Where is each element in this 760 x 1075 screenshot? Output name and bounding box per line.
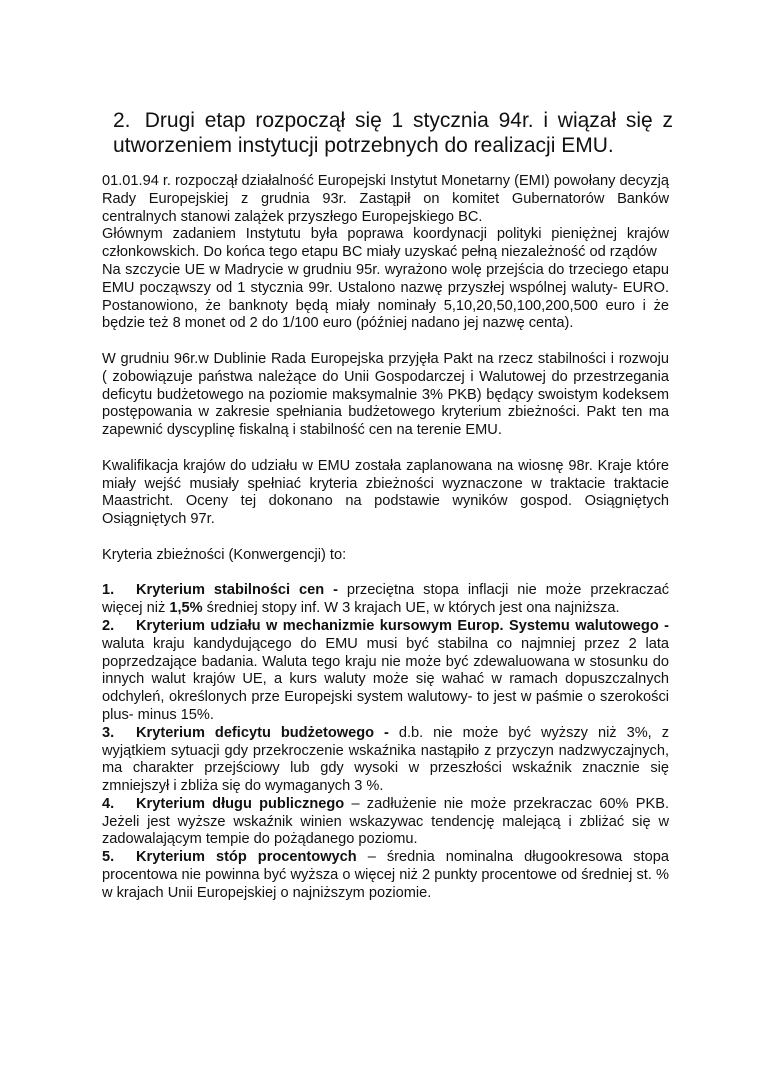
criterion-highlight: 1,5%: [169, 600, 203, 617]
criterion-title: Kryterium deficytu budżetowego -: [136, 724, 389, 741]
paragraph-institute-task: Głównym zadaniem Instytutu była poprawa koordynacji polityki pieniężnej krajów członkowskich. Do końca tego etapu BC miały uzyskać pełną niezależność od rządów: [102, 226, 669, 261]
document-body: [102, 173, 669, 903]
criterion-text: – średnia nominalna długookresowa stopa procentowa nie powinna być wyższa o więcej niż 2 punkty procentowe od średniej st. % w krajach Unii Europejskiej o najniższym poziomie.: [102, 849, 669, 901]
paragraph-madrid-summit: Na szczycie UE w Madrycie w grudniu 95r. wyrażono wolę przejścia do trzeciego etapu EMU począwszy od 1 stycznia 99r. Ustalono nazwę przyszłej wspólnej waluty- EURO. Postanowiono, że banknoty będą miały nominały 5,10,20,50,100,200,500 euro i że będzie też 8 monet od 2 do 1/100 euro (później nadano jej nazwę centa).: [102, 261, 669, 332]
criterion-item: [102, 725, 669, 796]
criterion-title: Kryterium stóp procentowych: [136, 849, 357, 866]
criterion-title: Kryterium stabilności cen -: [136, 582, 338, 599]
criterion-text: przeciętna stopa inflacji nie może przekraczać więcej niż: [102, 582, 669, 617]
criterion-text: – zadłużenie nie może przekraczac 60% PKB. Jeżeli jest wyższe wskaźnik winien wskazywac tendencję malejącą i zbliżać się w zadowalającym tempie do pożądanego poziomu.: [102, 795, 669, 848]
criteria-list: [102, 582, 669, 902]
criterion-number: 1.: [102, 582, 115, 599]
heading-text: Drugi etap rozpoczął się 1 stycznia 94r. i wiązał się z utworzeniem instytucji potrzebnych do realizacji EMU.: [113, 109, 673, 157]
criterion-number: 2.: [102, 617, 115, 634]
paragraph-qualification: Kwalifikacja krajów do udziału w EMU została zaplanowana na wiosnę 98r. Kraje które miały wejść musiały spełniać kryteria zbieżności wyznaczone w traktacie traktacie Maastricht. Oceny tej dokonano na podstawie wyników gospod. Osiągniętych Osiągniętych 97r.: [102, 457, 669, 528]
criterion-item: [102, 796, 669, 849]
criterion-number: 4.: [102, 795, 115, 812]
criterion-number: 5.: [102, 849, 115, 866]
paragraph-stability-pact: W grudniu 96r.w Dublinie Rada Europejska przyjęła Pakt na rzecz stabilności i rozwoju ( zobowiązuje państwa należące do Unii Gospodarczej i Walutowej do przestrzegania deficytu budżetowego na poziomie maksymalnie 3% PKB) będący swoistym kodeksem postępowania w zakresie spełniania budżetowego kryterium zbieżności. Pakt ten ma zapewnić dyscyplinę fiskalną i stabilność cen na terenie EMU.: [102, 350, 669, 439]
paragraph-criteria-intro: Kryteria zbieżności (Konwergencji) to:: [102, 546, 347, 563]
criterion-title: Kryterium długu publicznego: [136, 795, 345, 812]
criterion-text: waluta kraju kandydującego do EMU musi być stabilna co najmniej przez 2 lata poprzedzające badania. Waluta tego kraju nie może być zdewaluowana w stosunku do innych walut krajów UE, a kurs waluty może się wahać w ramach dopuszczalnych odchyleń, określonych prze Europejski system walutowy- to jest w paśmie o szerokości plus- minus 15%.: [102, 635, 669, 723]
criterion-title: Kryterium udziału w mechanizmie kursowym Europ. Systemu walutowego -: [136, 617, 669, 634]
criterion-number: 3.: [102, 724, 115, 741]
criterion-item: [102, 618, 669, 725]
criterion-text: d.b. nie może być wyższy niż 3%, z wyjątkiem sytuacji gdy przekroczenie wskaźnika nastąpiło z przyczyn nadzwyczajnych, ma charakter przejściowy lub gdy wysoki w przeszłości wskaźnik znacznie się zmniejszył i zbliża się do wymaganych 3 %.: [102, 724, 669, 795]
criterion-item: [102, 582, 669, 618]
heading-number: 2.: [113, 109, 131, 132]
paragraph-emi: 01.01.94 r. rozpoczął działalność Europejski Instytut Monetarny (EMI) powołany decyzją Rady Europejskiej z grudnia 93r. Zastąpił on komitet Gubernatorów Banków centralnych stanowi zalążek przyszłego Europejskiego BC.: [102, 173, 670, 225]
criterion-item: [102, 849, 669, 902]
criterion-text-continued: średniej stopy inf. W 3 krajach UE, w których jest ona najniższa.: [202, 600, 620, 617]
section-heading: [113, 108, 673, 158]
